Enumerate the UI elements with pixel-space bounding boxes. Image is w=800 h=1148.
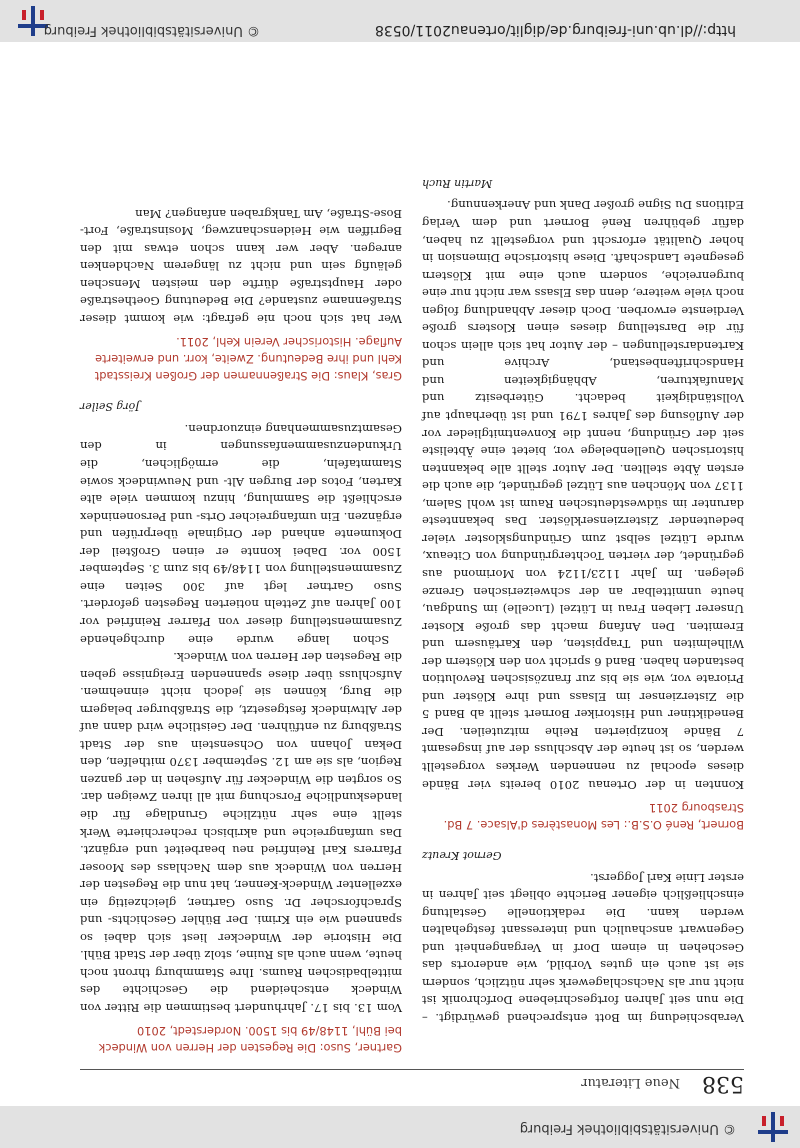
left-column xyxy=(422,164,744,1026)
section-title: Neue Literatur xyxy=(581,1075,680,1090)
review-heading: Gras, Klaus: Die Straßennamen der Großen Kreisstadt Kehl und ihre Bedeutung. Zweite, korr. und erweiterte Auflage. Historischer Verein Kehl, 2011. xyxy=(94,334,402,383)
bottom-copyright: © Universitätsbibliothek Freiburg xyxy=(519,1121,736,1136)
top-copyright: © Universitätsbibliothek Freiburg xyxy=(43,23,260,38)
review-author: Jörg Seiler xyxy=(80,400,140,414)
university-logo-icon xyxy=(758,1112,788,1142)
page-number: 538 xyxy=(702,1071,744,1096)
review-author: Martin Ruch xyxy=(422,176,493,190)
header-rule xyxy=(80,1069,744,1070)
review-heading: Bornert, René O.S.B.: Les Monastères d'Alsace. 7 Bd. Strasbourg 2011 xyxy=(443,800,744,832)
review-author: Gernot Kreutz xyxy=(422,849,502,863)
review-text: Schon lange wurde eine durchgehende Zusammenstellung dieser von Pfarrer Reinfried vor 100 Jahren auf Zetteln notierten Regesten gefordert. Suso Gartner legt auf 300 Seiten eine Zusammenstellung von 1148/49 bis zum 3. September 1500 vor. Dabei konnte er einen Großteil der Dokumente anhand der Originale überprüfen und ergänzen. Ein umfangreicher Orts- und Personenindex erschließt die Sammlung, hinzu kommen viele alte Karten, Fotos der Burgen Alt- und Neuwindeck sowie Stammtafeln, die ermöglichen, die Urkundenzusammenfassungen in den Gesamtzusammenhang einzuordnen. xyxy=(80,421,402,647)
viewer-top-bar xyxy=(0,1106,800,1148)
right-column xyxy=(80,204,402,1056)
review-text: Wer hat sich noch nie gefragt: wie kommt dieser Straßenname zustande? Die Bedeutung Goethestraße oder Hauptstraße dürfte den meisten Menschen geläufig sein und nicht zu längerem Nachdenken anregen. Aber wer kann schon etwas mit den Begriffen wie Heidenschanzweg, Mosinstraße, Fort-Bose-Straße, Am Tankgraben anfangen? Man xyxy=(80,206,402,326)
viewer-bottom-bar xyxy=(0,0,800,42)
page-url-link[interactable]: http://dl.ub.uni-freiburg.de/diglit/ortenau2011/0538 xyxy=(374,22,736,38)
review-text: Vom 13. bis 17. Jahrhundert bestimmen die Ritter von Windeck entscheidend die Geschichte des mittelbadischen Raums. Ihre Stammburg thront noch heute, wenn auch als Ruine, stolz über der Stadt Bühl. Die Historie der Windecker liest sich dabei so spannend wie ein Krimi. Der Bühler Geschichts- und Sprachforscher Dr. Suso Gartner, gleichzeitig ein exzellenter Windeck-Kenner, hat nun die Regesten der Herren von Windeck aus dem Nachlass des Mooser Pfarrers Karl Reinfried neu bearbeitet und ergänzt. Das umfangreiche und akribisch recherchierte Werk stellt eine sehr nützliche Grundlage für die landeskundliche Forschung mit all ihren Zweigen dar. So sorgten die Windecker für Aufsehen in der ganzen Region, als sie am 12. September 1370 mithelfen, den Dekan Johann von Ochsenstein aus der Stadt Straßburg zu entführen. Der Geistliche wird dann auf der Altwindeck festgesetzt, die Straßburger belagern die Burg, können sie jedoch nicht einnehmen. Aufschluss über diese spannenden Ereignisse geben die Regesten der Herren von Windeck. xyxy=(80,650,402,1015)
review-text: Konnten in der Ortenau 2010 bereits vier Bände dieses epochal zu nennenden Werkes vorgestellt werden, so ist heute der Abschluss der auf insgesamt 7 Bände konzipierten Reihe mitzuteilen. Der Benediktiner und Historiker Bornert stellt ab Band 5 die Zisterzienser im Elsass und ihre Klöster und Priorate vor, wie sie bis zur französischen Revolution bestanden haben. Band 6 spricht von den Klöstern der Wilhelmiten und Trappisten, den Kartäusern und Eremiten. Den Anfang macht das große Kloster Unserer Lieben Frau in Lützel (Lucelle) im Sundgau, heute unmittelbar an der schweizerischen Grenze gelegen. Im Jahr 1123/1124 von Morimond aus gegründet, der vierten Tochtergründung von Citeaux, wurde Lützel selbst zum Gründungskloster vieler bedeutender Zisterzienserklöster. Das bekannteste darunter im südwestdeutschen Raum ist wohl Salem, 1137 von Mönchen aus Lützel gegründet, die auch die ersten Äbte stellten. Der Autor stellt alle bekannten historischen Quellenbelege vor, bietet eine Äbteliste seit der Gründung, nennt die Konventmitglieder vor der Auflösung des Jahres 1791 und ist überhaupt auf Vollständigkeit bedacht. Güterbesitz und Manufakturen, Abhängigkeiten und Handschriftenbestand, Archive und Kartendarstellungen – der Autor hat sich allein schon für die Darstellung dieses einen Klosters große Verdienste erworben. Doch dieser Abhandlung folgen noch viele weitere, denn das Elsass war nicht nur eine burgenreiche, sondern auch eine mit Klöstern gesegnete Landschaft. Diese historische Dimension in hoher Qualität erforscht und vorgestellt zu haben, dafür gebühren René Bornert und dem Verlag Editions Du Signe großer Dank und Anerkennung. xyxy=(422,198,744,792)
review-heading: Gartner, Suso: Die Regesten der Herren von Windeck bei Bühl, 1148/49 bis 1500. Norderstedt, 2010 xyxy=(98,1024,402,1055)
review-text: Verabschiedung im Bott entsprechend gewürdigt. – Die nun seit Jahren fortgeschriebene Dorfchronik ist nicht nur als Nachschlagewerk sehr nützlich, sondern sie ist auch ein gutes Vorbild, wie anderorts das Geschehen in einem Dorf in Vergangenheit und Gegenwart anschaulich und interessant festgehalten werden kann. Die redaktionelle Gestaltung einschließlich eigener Berichte obliegt seit Jahren in erster Linie Karl Joggerst. xyxy=(422,870,744,1025)
